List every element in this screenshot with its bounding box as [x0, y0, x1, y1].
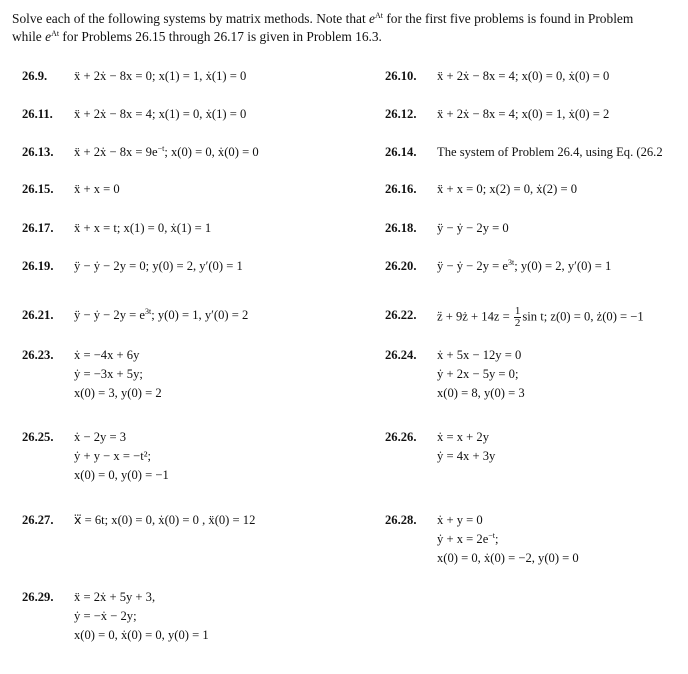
- problem-number: 26.25.: [22, 430, 54, 444]
- equation-line-1: ẋ − 2y = 3: [74, 430, 126, 444]
- equation: ÿ − ẏ − 2y = 0; y(0) = 2, y′(0) = 1: [74, 259, 243, 273]
- equation-line-2: ẏ = 4x + 3y: [437, 449, 496, 463]
- equation-line-1: ẋ = −4x + 6y: [74, 348, 140, 362]
- problem-number: 26.22.: [385, 308, 417, 322]
- initial-conditions: x(0) = 3, y(0) = 2: [74, 386, 162, 400]
- equation: ẍ + x = t; x(1) = 0, ẋ(1) = 1: [74, 221, 212, 235]
- problem-number: 26.14.: [385, 145, 417, 159]
- instructions-line-1: Solve each of the following systems by matrix methods. Note that $e^{At}$ for the first five problems is found in Problem: [12, 11, 634, 26]
- equation: ẍ + x = 0: [74, 182, 120, 196]
- problem-number: 26.10.: [385, 69, 417, 83]
- initial-conditions: x(0) = 0, ẋ(0) = 0, y(0) = 1: [74, 628, 209, 642]
- equation: ÿ − ẏ − $2y = e^{3t}$; y(0) = 1, y′(0) = 2: [74, 307, 249, 322]
- equation-line-1: ẍ = 2ẋ + 5y + 3,: [74, 590, 156, 604]
- problem-number: 26.13.: [22, 145, 54, 159]
- problem-number: 26.12.: [385, 107, 417, 121]
- equation: ẍ + 2ẋ − $8x = 9e^{-t}$; x(0) = 0, ẋ(0) = 0: [74, 144, 259, 159]
- equation-line-1: ẋ = x + 2y: [437, 430, 489, 444]
- problem-number: 26.9.: [22, 69, 48, 83]
- equation: ẍ + 2ẋ − 8x = 0; x(1) = 1, ẋ(1) = 0: [74, 69, 247, 83]
- problem-number: 26.15.: [22, 182, 54, 196]
- equation-line-2: ẏ + y − x = −t²;: [74, 449, 151, 463]
- equation-line-1: ẋ + 5x − 12y = 0: [437, 348, 522, 362]
- problem-number: 26.19.: [22, 259, 54, 273]
- equation: x⃛ = 6t; x(0) = 0, ẋ(0) = 0 , ẍ(0) = 12: [74, 513, 256, 527]
- initial-conditions: x(0) = 0, ẋ(0) = −2, y(0) = 0: [437, 551, 579, 565]
- equation: ÿ − ẏ − $2y = e^{3t}$; y(0) = 2, y′(0) = 1: [437, 258, 612, 273]
- equation: z̈ + 9ż + 14z = $\frac{1}{2}$ sin t; z(0) = 0, ż(0) = −1: [437, 305, 644, 329]
- problem-number: 26.28.: [385, 513, 417, 527]
- equation-line-2: ẏ = −3x + 5y;: [74, 367, 143, 381]
- instructions-text: [12, 10, 688, 46]
- fraction-one-half: $\frac{1}{2}$: [514, 305, 521, 329]
- equation: ÿ − ẏ − 2y = 0: [437, 221, 509, 235]
- equation: ẍ + 2ẋ − 8x = 4; x(1) = 0, ẋ(1) = 0: [74, 107, 247, 121]
- equation: The system of Problem 26.4, using Eq. (26.2: [437, 145, 663, 159]
- equation-line-1: ẋ + y = 0: [437, 513, 483, 527]
- equation: ẍ + 2ẋ − 8x = 4; x(0) = 0, ẋ(0) = 0: [437, 69, 610, 83]
- problem-number: 26.27.: [22, 513, 54, 527]
- equation-line-2: ẏ + 2x − 5y = 0;: [437, 367, 519, 381]
- problem-number: 26.20.: [385, 259, 417, 273]
- equation: ẍ + x = 0; x(2) = 0, ẋ(2) = 0: [437, 182, 577, 196]
- problem-number: 26.26.: [385, 430, 417, 444]
- instructions-line-2: while $e^{At}$ for Problems 26.15 through 26.17 is given in Problem 16.3.: [12, 29, 382, 44]
- problem-number: 26.21.: [22, 308, 54, 322]
- initial-conditions: x(0) = 0, y(0) = −1: [74, 468, 169, 482]
- problem-number: 26.18.: [385, 221, 417, 235]
- equation-line-2: ẏ = −ẋ − 2y;: [74, 609, 137, 623]
- problem-number: 26.17.: [22, 221, 54, 235]
- equation: ẍ + 2ẋ − 8x = 4; x(0) = 1, ẋ(0) = 2: [437, 107, 610, 121]
- initial-conditions: x(0) = 8, y(0) = 3: [437, 386, 525, 400]
- problem-number: 26.24.: [385, 348, 417, 362]
- problem-number: 26.16.: [385, 182, 417, 196]
- equation-line-2: ẏ + $x = 2e^{-t}$;: [437, 531, 499, 546]
- problem-number: 26.29.: [22, 590, 54, 604]
- problem-number: 26.23.: [22, 348, 54, 362]
- problem-number: 26.11.: [22, 107, 53, 121]
